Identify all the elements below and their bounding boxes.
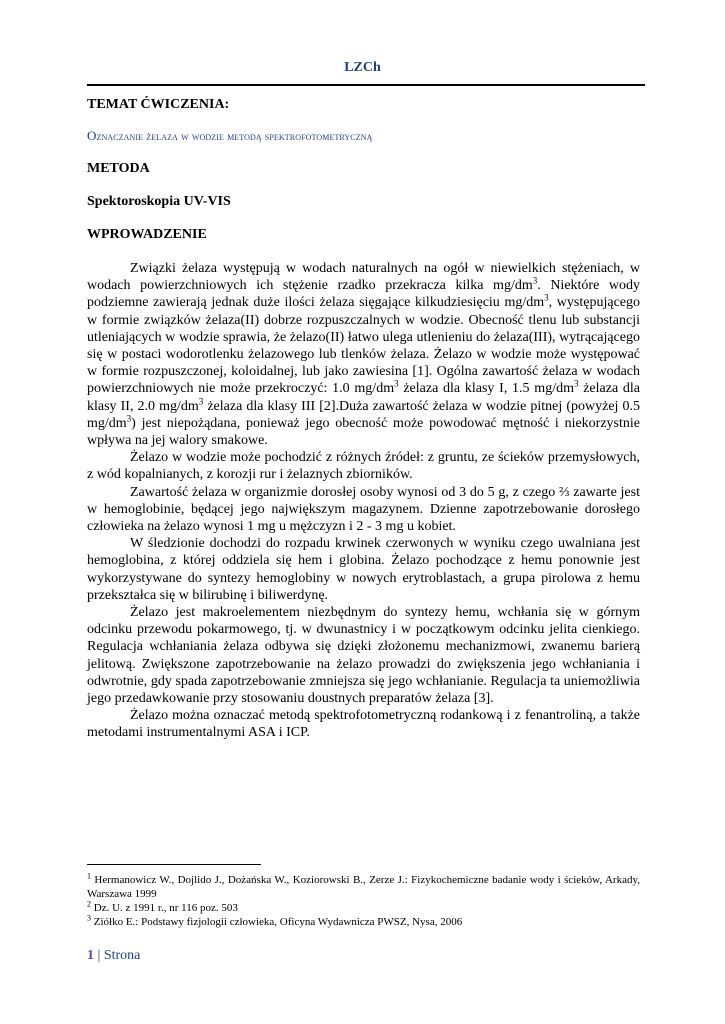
- footnote-separator: [87, 864, 261, 865]
- p1-sup-1: 3: [532, 275, 538, 286]
- header-title: LZCh: [344, 60, 381, 75]
- header-rule: [87, 84, 645, 86]
- exercise-subject: [87, 128, 640, 144]
- footnote-3-number: 3: [87, 913, 91, 923]
- heading-spektroskopia: Spektoroskopia UV-VIS: [87, 194, 231, 209]
- footnote-2-number: 2: [87, 899, 91, 909]
- p1-sup-6: 3: [126, 413, 132, 424]
- footnote-2: [87, 901, 640, 915]
- p1-text-4: żelaza dla klasy I, 1.5 mg/dm: [398, 381, 574, 397]
- paragraph-5: Żelazo jest makroelementem niezbędnym do syntezy hemu, wchłania się w górnym odcinku przewodu pokarmowego, tj. w dwunastnicy i w początkowym odcinku jelita cienkiego. Regulacja wchłaniania żelaza odbywa się dzięki złożonemu mechanizmowi, zwanemu barierą jelitową. Zwiększone zapotrzebowanie na żelazo prowadzi do zwiększenia jego wchłaniania i odwrotnie, gdy spada zapotrzebowanie zmniejsza się jego wchłanianie. Regulacja ta uniemożliwia jego przedawkowanie przy stosowaniu doustnych preparatów żelaza [3].: [87, 605, 640, 707]
- p1-sup-2: 3: [544, 292, 549, 303]
- footnote-1-number: 1: [87, 871, 91, 881]
- paragraph-2: Żelazo w wodzie może pochodzić z różnych źródeł: z gruntu, ze ścieków przemysłowych, z wód kopalnianych, z korozji rur i żelaznych zbiorników.: [87, 450, 640, 483]
- p1-sup-3: 3: [394, 378, 399, 389]
- paragraph-3: Zawartość żelaza w organizmie dorosłej osoby wynosi od 3 do 5 g, z czego ⅔ zawarte jest w hemoglobinie, będącej jego największym magazynem. Dzienne zapotrzebowanie dorosłego człowieka na żelazo wynosi 1 mg u mężczyzn i 2 - 3 mg u kobiet.: [87, 484, 640, 535]
- body-text: [87, 260, 640, 742]
- footer-label: Strona: [103, 948, 141, 963]
- p1-text-1: Związki żelaza występują w wodach naturalnych na ogół w niewielkich stężeniach, w wodach powierzchniowych ich stężenie rzadko przekracza kilka mg/dm: [87, 261, 640, 294]
- footnote-3: [87, 915, 640, 929]
- subject-first-letter: O: [87, 128, 97, 143]
- subject-rest: znaczanie żelaza w wodzie metodą spektrofotometryczną: [96, 129, 373, 143]
- paragraph-4: W śledzionie dochodzi do rozpadu krwinek czerwonych w wyniku czego uwalniana jest hemoglobina, z której oddziela się hem i globina. Żelazo pochodzące z hemu ponownie jest wykorzystywane do syntezy hemoglobiny w nowych erytroblastach, a grupa pirolowa z hemu przekształca się w bilirubinę i biliwerdynę.: [87, 536, 640, 603]
- footer-separator: |: [97, 948, 101, 963]
- heading-metoda: METODA: [87, 161, 150, 176]
- paragraph-6: Żelazo można oznaczać metodą spektrofotometryczną rodankową i z fenantroliną, a także metodami instrumentalnymi ASA i ICP.: [87, 708, 640, 741]
- heading-wprowadzenie: WPROWADZENIE: [87, 227, 207, 242]
- p1-text-6: żelaza dla klasy III [2].Duża zawartość żelaza w wodzie pitnej (powyżej 0.5 mg/dm: [87, 398, 641, 431]
- footnote-2-text: Dz. U. z 1991 r., nr 116 poz. 503: [91, 902, 238, 914]
- p1-text-7: ) jest niepożądana, ponieważ jego obecność może powodować mętność i niekorzystnie wpływa na jej walory smakowe.: [87, 415, 640, 449]
- p1-sup-4: 3: [573, 378, 579, 389]
- main-content: [87, 97, 640, 742]
- page-number: 1: [87, 948, 94, 963]
- p1-text-3: , występującego w formie związków żelaza(II) dobrze rozpuszczalnych w wodzie. Obecność tlenu lub substancji utleniających w wodzie sprawia, że żelazo(II) łatwo ulega utlenieniu do żelaza(III), wytrącającego się w postaci wodorotlenku żelazowego lub tlenków żelaza. Żelazo w wodzie może występować w formie rozpuszczonej, koloidalnej, lub jako zawiesina [1]. Ogólna zawartość żelaza w wodach powierzchniowych nie może przekroczyć: 1.0 mg/dm: [87, 295, 641, 397]
- footnote-1-text: Hermanowicz W., Dojlido J., Dożańska W., Koziorowski B., Zerze J.: Fizykochemiczne badanie wody i ścieków, Arkady, Warszawa 1999: [87, 874, 640, 900]
- footnotes: [87, 873, 640, 929]
- p1-text-2: . Niektóre wody podziemne zawierają jednak duże ilości żelaza sięgające kilkudziesięciu mg/dm: [87, 278, 641, 311]
- p1-sup-5: 3: [198, 395, 204, 406]
- p1-text-5: żelaza dla klasy II, 2.0 mg/dm: [87, 381, 641, 414]
- heading-temat: TEMAT ĆWICZENIA:: [87, 97, 230, 112]
- footnote-1: [87, 873, 640, 901]
- page-footer: [87, 948, 140, 964]
- footnote-3-text: Ziółko E.: Podstawy fizjologii człowieka, Oficyna Wydawnicza PWSZ, Nysa, 2006: [91, 916, 463, 928]
- paragraph-1: [87, 260, 640, 449]
